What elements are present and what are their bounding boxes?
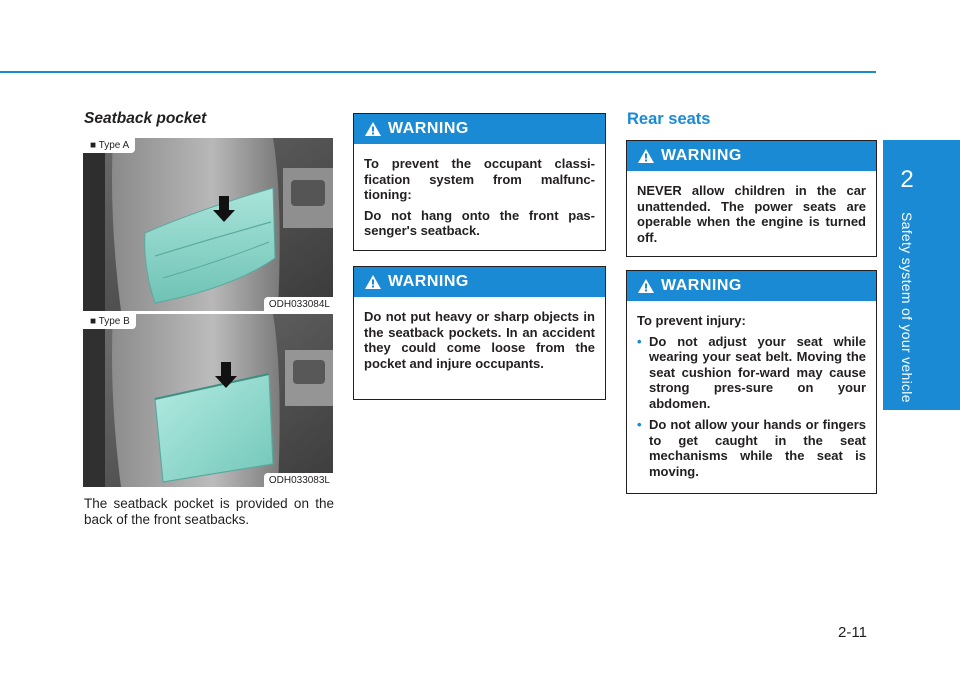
chapter-tab[interactable] — [883, 140, 960, 410]
list-item — [637, 334, 866, 412]
seatback-photo-type-b — [83, 314, 333, 487]
warning-text: Do not put heavy or sharp objects in the seatback pockets. In an accident they could come loose from the pocket and injure occupants. — [364, 309, 595, 371]
list-item — [637, 417, 866, 479]
chapter-title: Safety system of your vehicle — [899, 212, 915, 403]
warning-intro: To prevent injury: — [637, 313, 746, 328]
page-number: 2-11 — [838, 624, 867, 641]
type-a-label: ■ Type A — [83, 138, 135, 153]
seatback-pocket-description: The seatback pocket is provided on the back of the front seatbacks. — [84, 496, 334, 527]
bullet-icon: • — [637, 333, 642, 349]
warning-title: WARNING — [661, 147, 742, 164]
rear-seats-heading: Rear seats — [627, 110, 711, 128]
warning-triangle-icon — [637, 278, 655, 294]
warning-header — [354, 114, 605, 144]
seatback-pocket-heading: Seatback pocket — [84, 110, 207, 127]
warning-triangle-icon — [364, 121, 382, 137]
warning-title: WARNING — [661, 277, 742, 294]
chapter-number: 2 — [900, 166, 914, 193]
warning-title: WARNING — [388, 120, 469, 137]
warning-box-children-unattended — [626, 140, 877, 257]
warning-header — [627, 271, 876, 301]
warning-triangle-icon — [364, 274, 382, 290]
type-b-label: ■ Type B — [83, 314, 136, 329]
warning-title: WARNING — [388, 273, 469, 290]
warning-box-occupant-classification — [353, 113, 606, 251]
bullet-text: Do not adjust your seat while wearing your seat belt. Moving the seat cushion for-ward may cause strong pres-sure on your abdomen. — [649, 333, 866, 411]
top-rule — [0, 71, 876, 73]
warning-text: Do not hang onto the front pas-senger's seatback. — [364, 207, 595, 238]
bullet-text: Do not allow your hands or fingers to get caught in the seat mechanisms while the seat is moving. — [649, 417, 866, 479]
warning-bullet-list — [637, 334, 866, 480]
warning-box-seatback-pocket — [353, 266, 606, 400]
photo-code-a: ODH033084L — [264, 297, 333, 311]
photo-code-b: ODH033083L — [264, 473, 333, 487]
warning-box-prevent-injury — [626, 270, 877, 494]
warning-header — [354, 267, 605, 297]
warning-triangle-icon — [637, 148, 655, 164]
warning-text: To prevent the occupant classi-fication system from malfunc-tioning: — [364, 156, 595, 202]
bullet-icon: • — [637, 417, 642, 432]
seatback-photo-type-a — [83, 138, 333, 311]
warning-header — [627, 141, 876, 171]
warning-text: NEVER allow children in the car unattended. The power seats are operable when the engine is turned off. — [637, 183, 866, 245]
